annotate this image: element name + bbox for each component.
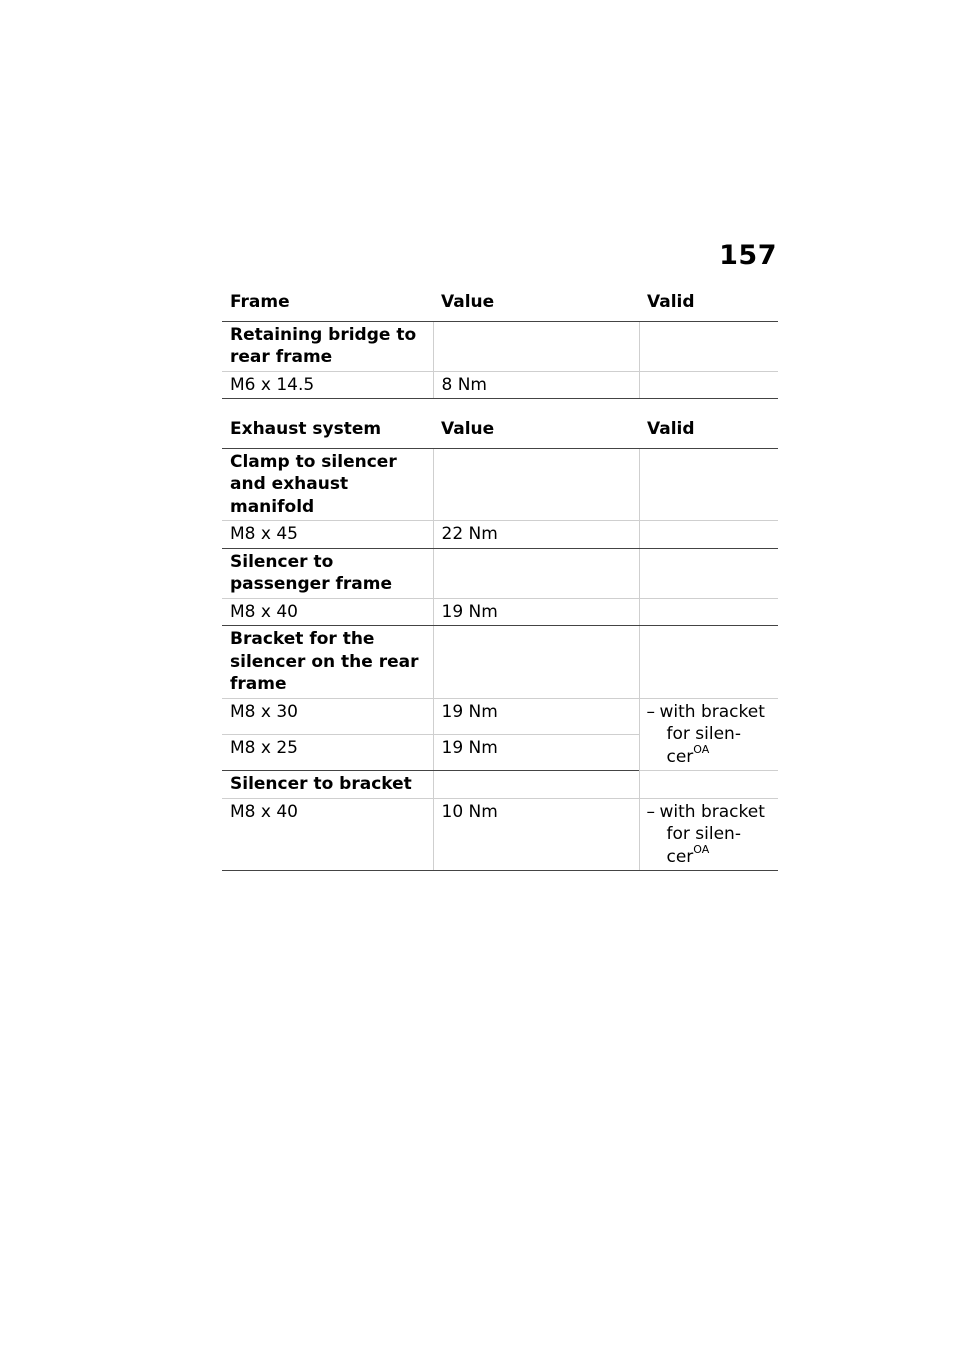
page-number: 157 xyxy=(719,240,777,271)
validity-line-last xyxy=(647,742,771,769)
validity-word: cer xyxy=(666,846,694,867)
table-row xyxy=(222,698,778,734)
frame-torque-table xyxy=(222,286,778,399)
empty-cell xyxy=(433,771,639,799)
table-header-row xyxy=(222,286,778,321)
torque-value-cell: 19 Nm xyxy=(433,734,639,770)
torque-value-cell: 19 Nm xyxy=(433,598,639,626)
validity-line: with bracket xyxy=(659,701,765,722)
group-title-row xyxy=(222,626,778,699)
screw-cell: M8 x 25 xyxy=(222,734,433,770)
empty-cell xyxy=(433,448,639,521)
screw-cell: M8 x 40 xyxy=(222,798,433,871)
torque-value-cell: 8 Nm xyxy=(433,371,639,399)
screw-cell: M8 x 45 xyxy=(222,521,433,549)
valid-cell xyxy=(639,798,778,871)
validity-word: cer xyxy=(666,746,694,767)
valid-cell xyxy=(639,598,778,626)
empty-cell xyxy=(639,321,778,371)
table-row xyxy=(222,598,778,626)
empty-cell xyxy=(639,548,778,598)
table-header-row xyxy=(222,413,778,448)
column-header-valid: Valid xyxy=(639,413,778,448)
empty-cell xyxy=(639,771,778,799)
torque-tables xyxy=(222,286,778,871)
group-title: Silencer to passenger frame xyxy=(222,548,433,598)
group-title-row xyxy=(222,771,778,799)
torque-value-cell: 10 Nm xyxy=(433,798,639,871)
screw-cell: M8 x 40 xyxy=(222,598,433,626)
group-title-row xyxy=(222,448,778,521)
empty-cell xyxy=(639,626,778,699)
group-title-row xyxy=(222,321,778,371)
validity-line: for silen- xyxy=(666,824,741,844)
torque-value-cell: 22 Nm xyxy=(433,521,639,549)
table-row xyxy=(222,521,778,549)
column-header-component: Exhaust system xyxy=(222,413,433,448)
validity-line-last xyxy=(647,842,771,869)
screw-cell: M8 x 30 xyxy=(222,698,433,734)
validity-note xyxy=(647,801,771,869)
column-header-valid: Valid xyxy=(639,286,778,321)
group-title: Silencer to bracket xyxy=(222,771,433,799)
empty-cell xyxy=(433,626,639,699)
column-header-component: Frame xyxy=(222,286,433,321)
option-superscript: OA xyxy=(693,842,710,856)
torque-value-cell: 19 Nm xyxy=(433,698,639,734)
validity-note xyxy=(647,701,771,769)
empty-cell xyxy=(433,321,639,371)
table-row xyxy=(222,371,778,399)
valid-cell xyxy=(639,698,778,771)
dash-marker: – xyxy=(646,701,655,722)
group-title: Clamp to silencer and exhaust manifold xyxy=(222,448,433,521)
table-row xyxy=(222,798,778,871)
group-title: Retaining bridge to rear frame xyxy=(222,321,433,371)
column-header-value: Value xyxy=(433,413,639,448)
validity-line: for silen- xyxy=(666,724,741,744)
group-title: Bracket for the silencer on the rear frame xyxy=(222,626,433,699)
empty-cell xyxy=(433,548,639,598)
dash-marker: – xyxy=(646,801,655,822)
empty-cell xyxy=(639,448,778,521)
column-header-value: Value xyxy=(433,286,639,321)
exhaust-torque-table xyxy=(222,413,778,871)
screw-cell: M6 x 14.5 xyxy=(222,371,433,399)
valid-cell xyxy=(639,371,778,399)
option-superscript: OA xyxy=(693,742,710,756)
validity-line: with bracket xyxy=(659,801,765,822)
valid-cell xyxy=(639,521,778,549)
group-title-row xyxy=(222,548,778,598)
